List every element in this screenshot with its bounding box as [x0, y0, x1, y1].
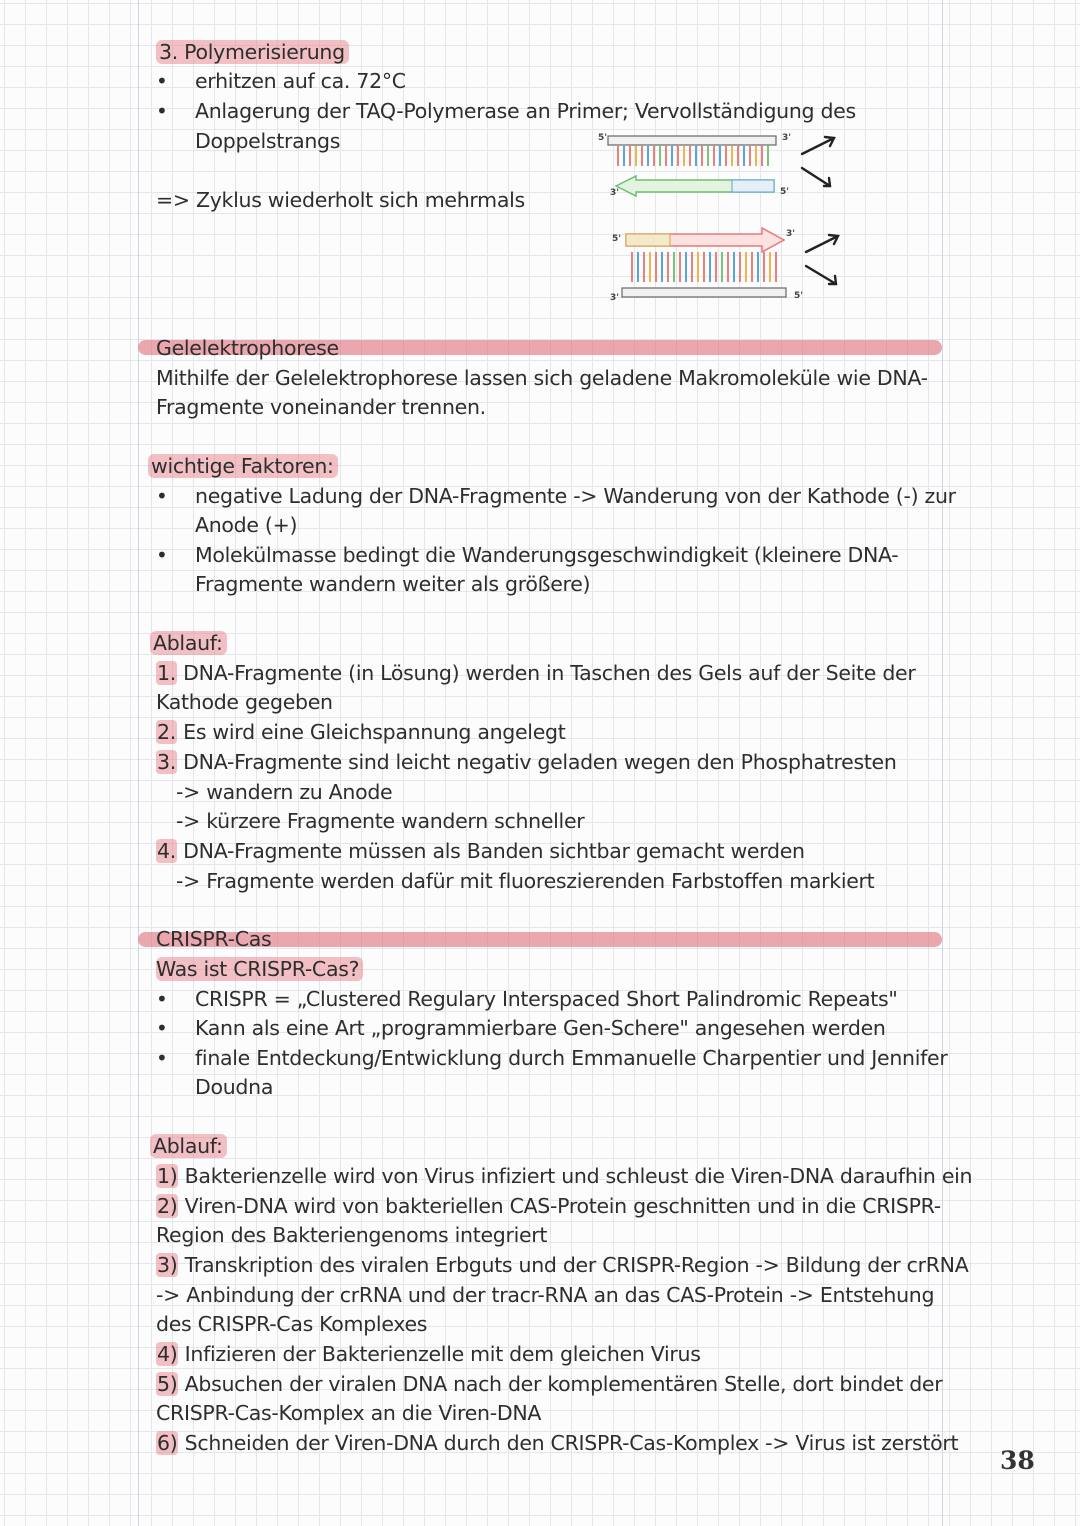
split-arrows — [802, 137, 838, 284]
gel-step-1-cont: Kathode gegeben — [156, 690, 333, 714]
crispr-step-2-cont: Region des Bakteriengenoms integriert — [156, 1223, 548, 1247]
label-5prime: 5' — [780, 187, 790, 197]
gel-step-1: 1. DNA-Fragmente (in Lösung) werden in Taschen des Gels auf der Seite der — [157, 661, 916, 685]
crispr-step-6: 6) Schneiden der Viren-DNA durch den CRISPR-Cas-Komplex -> Virus ist zerstört — [157, 1431, 959, 1455]
label-3prime: 3' — [610, 188, 620, 198]
gel-step-3-sub-1: -> wandern zu Anode — [176, 780, 393, 804]
label-5prime: 5' — [794, 291, 804, 301]
base-pairs-top — [618, 146, 768, 166]
label-5prime: 5' — [612, 234, 622, 244]
gel-step-3: 3. DNA-Fragmente sind leicht negativ geladen wegen den Phosphatresten — [157, 750, 897, 774]
crispr-step-3: 3) Transkription des viralen Erbguts und der CRISPR-Region -> Bildung der crRNA — [157, 1253, 969, 1277]
crispr-step-3-cont-1: -> Anbindung der crRNA und der tracr-RNA an das CAS-Protein -> Entstehung — [156, 1283, 935, 1307]
bullet-dot: • — [156, 484, 168, 508]
bullet-dot: • — [156, 543, 168, 567]
bullet-dot: • — [156, 1016, 168, 1040]
label-5prime: 5' — [598, 133, 608, 143]
primer — [732, 180, 774, 192]
factor-1-cont: Anode (+) — [195, 513, 298, 537]
page-number: 38 — [1000, 1446, 1035, 1475]
right-margin-line — [942, 0, 943, 1526]
gel-step-4-sub: -> Fragmente werden dafür mit fluoreszierenden Farbstoffen markiert — [176, 869, 875, 893]
factor-2-cont: Fragmente wandern weiter als größere) — [195, 572, 591, 596]
crispr-step-4: 4) Infizieren der Bakterienzelle mit dem gleichen Virus — [157, 1342, 701, 1366]
bullet-dot: • — [156, 69, 168, 93]
factor-1: negative Ladung der DNA-Fragmente -> Wanderung von der Kathode (-) zur — [195, 484, 956, 508]
gel-procedure-heading: Ablauf: — [150, 628, 227, 658]
gel-step-4: 4. DNA-Fragmente müssen als Banden sichtbar gemacht werden — [157, 839, 805, 863]
pcr-bullet-1: erhitzen auf ca. 72°C — [195, 69, 406, 93]
crispr-bullet-3-cont: Doudna — [195, 1075, 274, 1099]
pcr-heading: 3. Polymerisierung — [156, 37, 349, 67]
pcr-bullet-2: Anlagerung der TAQ-Polymerase an Primer; Vervollständigung des — [195, 99, 856, 123]
label-3prime: 3' — [786, 229, 796, 239]
crispr-step-1: 1) Bakterienzelle wird von Virus infiziert und schleust die Viren-DNA daraufhin ein — [157, 1164, 973, 1188]
base-pairs-bottom — [632, 252, 776, 282]
label-3prime: 3' — [782, 133, 792, 143]
gel-step-2: 2. Es wird eine Gleichspannung angelegt — [157, 720, 566, 744]
section-title-crispr: CRISPR-Cas — [156, 927, 272, 951]
gel-step-3-sub-2: -> kürzere Fragmente wandern schneller — [176, 809, 585, 833]
crispr-procedure-heading: Ablauf: — [150, 1131, 227, 1161]
template-strand — [608, 136, 776, 145]
crispr-question: Was ist CRISPR-Cas? — [156, 954, 363, 984]
gel-intro-line-1: Mithilfe der Gelelektrophorese lassen sich geladene Makromoleküle wie DNA- — [156, 366, 928, 390]
bullet-dot: • — [156, 99, 168, 123]
template-strand — [622, 288, 786, 297]
primer — [626, 234, 670, 246]
crispr-bullet-3: finale Entdeckung/Entwicklung durch Emmanuelle Charpentier und Jennifer — [195, 1046, 948, 1070]
crispr-bullet-1: CRISPR = „Clustered Regulary Interspaced Short Palindromic Repeats" — [195, 987, 898, 1011]
pcr-bullet-2-cont: Doppelstrangs — [195, 129, 341, 153]
crispr-step-2: 2) Viren-DNA wird von bakteriellen CAS-Protein geschnitten und in die CRISPR- — [157, 1194, 941, 1218]
crispr-bullet-2: Kann als eine Art „programmierbare Gen-Schere" angesehen werden — [195, 1016, 886, 1040]
crispr-step-5-cont: CRISPR-Cas-Komplex an die Viren-DNA — [156, 1401, 542, 1425]
gel-intro-line-2: Fragmente voneinander trennen. — [156, 395, 486, 419]
bullet-dot: • — [156, 987, 168, 1011]
dna-polymerization-diagram — [596, 128, 846, 306]
factors-heading: wichtige Faktoren: — [148, 451, 338, 481]
crispr-step-5: 5) Absuchen der viralen DNA nach der komplementären Stelle, dort bindet der — [157, 1372, 943, 1396]
left-margin-line — [138, 0, 139, 1526]
pcr-cycle-note: => Zyklus wiederholt sich mehrmals — [156, 188, 525, 212]
section-title-gel: Gelelektrophorese — [156, 336, 339, 360]
bullet-dot: • — [156, 1046, 168, 1070]
factor-2: Molekülmasse bedingt die Wanderungsgeschwindigkeit (kleinere DNA- — [195, 543, 899, 567]
label-3prime: 3' — [610, 293, 620, 303]
crispr-step-3-cont-2: des CRISPR-Cas Komplexes — [156, 1312, 428, 1336]
